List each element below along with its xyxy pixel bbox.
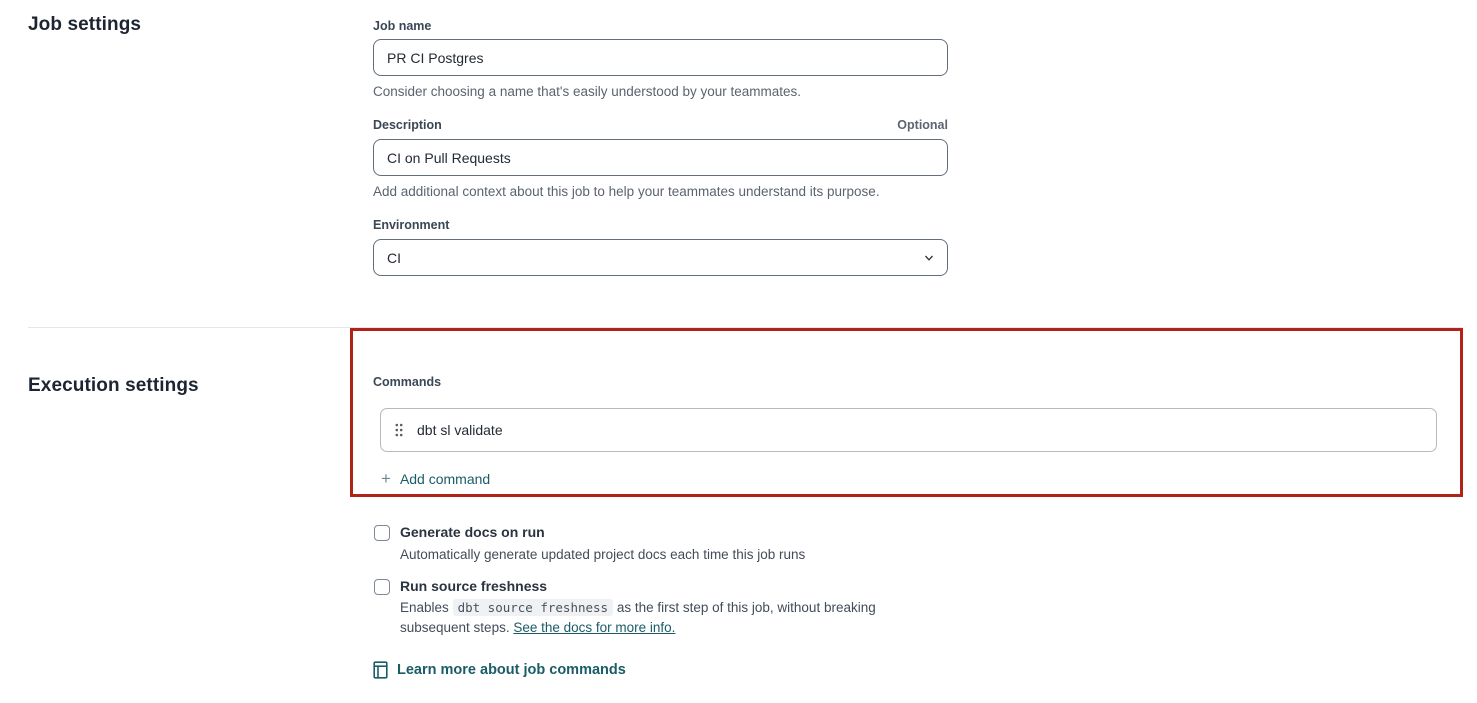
generate-docs-description: Automatically generate updated project docs each time this job runs bbox=[400, 547, 806, 562]
description-optional-badge: Optional bbox=[897, 118, 948, 132]
source-freshness-description bbox=[400, 598, 942, 638]
job-settings-heading: Job settings bbox=[28, 14, 142, 35]
job-name-label: Job name bbox=[373, 19, 432, 33]
freshness-code-chip: dbt source freshness bbox=[453, 599, 614, 616]
command-value: dbt sl validate bbox=[417, 422, 503, 438]
section-divider bbox=[28, 327, 1463, 328]
add-command-button[interactable] bbox=[381, 471, 490, 487]
generate-docs-label[interactable]: Generate docs on run bbox=[400, 524, 545, 540]
job-name-value: PR CI Postgres bbox=[387, 49, 484, 66]
source-freshness-label[interactable]: Run source freshness bbox=[400, 578, 548, 594]
job-name-input[interactable] bbox=[373, 39, 948, 76]
learn-more-link[interactable] bbox=[373, 661, 626, 679]
generate-docs-row bbox=[374, 525, 390, 541]
description-label-row bbox=[373, 118, 948, 132]
commands-label: Commands bbox=[373, 375, 442, 389]
freshness-desc-prefix: Enables bbox=[400, 600, 449, 615]
execution-settings-heading: Execution settings bbox=[28, 375, 199, 396]
chevron-down-icon bbox=[924, 253, 934, 263]
description-input[interactable] bbox=[373, 139, 948, 176]
source-freshness-row bbox=[374, 579, 390, 595]
description-label: Description bbox=[373, 118, 442, 132]
learn-more-label: Learn more about job commands bbox=[397, 662, 626, 678]
generate-docs-checkbox[interactable] bbox=[374, 525, 390, 541]
drag-handle-icon[interactable] bbox=[395, 423, 403, 437]
environment-value: CI bbox=[387, 249, 401, 266]
freshness-desc-suffix: as the first step of this job, without breaking subsequent steps. bbox=[400, 600, 876, 635]
see-docs-link[interactable]: See the docs for more info. bbox=[513, 620, 676, 635]
environment-label: Environment bbox=[373, 218, 450, 232]
journal-icon bbox=[373, 661, 388, 679]
description-value: CI on Pull Requests bbox=[387, 149, 511, 166]
source-freshness-checkbox[interactable] bbox=[374, 579, 390, 595]
description-helper: Add additional context about this job to help your teammates understand its purpose. bbox=[373, 184, 880, 199]
environment-select[interactable] bbox=[373, 239, 948, 276]
plus-icon: + bbox=[381, 469, 391, 488]
job-name-helper: Consider choosing a name that's easily understood by your teammates. bbox=[373, 84, 802, 99]
command-row[interactable] bbox=[380, 408, 1437, 452]
add-command-label: Add command bbox=[399, 471, 491, 487]
